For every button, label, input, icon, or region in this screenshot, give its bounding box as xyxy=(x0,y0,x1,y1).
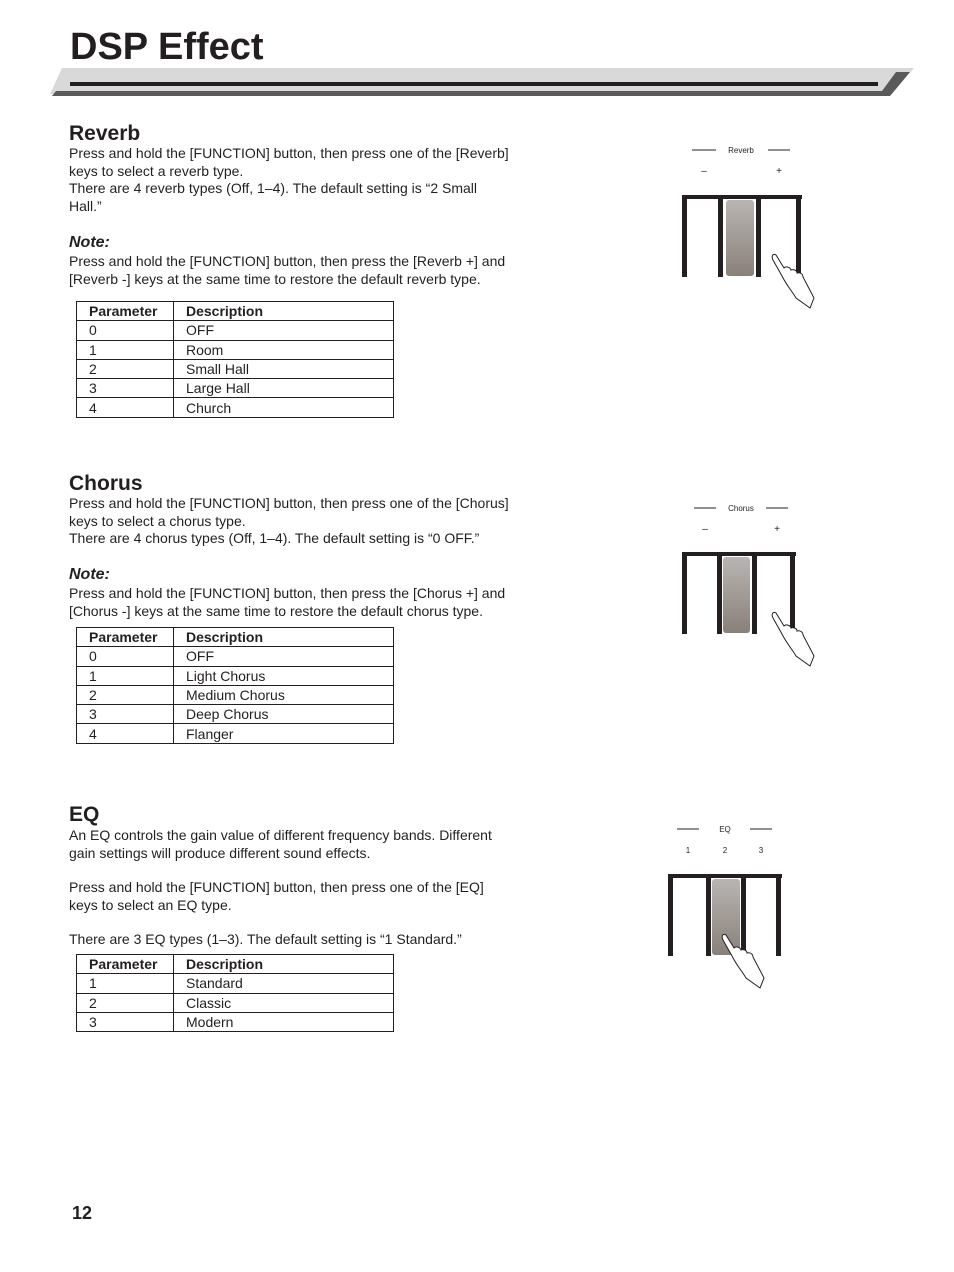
table-cell: Deep Chorus xyxy=(174,705,394,724)
table-cell: 3 xyxy=(77,379,174,398)
eq-diagram-label: EQ xyxy=(719,825,731,834)
eq-para-3: There are 3 EQ types (1–3). The default setting is “1 Standard.” xyxy=(69,931,462,947)
table-row xyxy=(77,379,394,398)
piano-keys-icon xyxy=(682,195,802,277)
eq-key-1-label: 1 xyxy=(685,846,691,855)
reverb-minus-sign: – xyxy=(701,166,707,177)
table-cell: 2 xyxy=(77,685,174,704)
table-row xyxy=(77,685,394,704)
chorus-note-text: Press and hold the [FUNCTION] button, then press the [Chorus +] and [Chorus -] keys at the same time to restore the default chorus type. xyxy=(69,585,506,619)
reverb-diagram-label: Reverb xyxy=(728,146,754,155)
table-row xyxy=(77,321,394,340)
table-cell: 2 xyxy=(77,359,174,378)
table-header-cell: Parameter xyxy=(77,302,174,321)
table-row xyxy=(77,666,394,685)
table-row xyxy=(77,340,394,359)
table-header-cell: Description xyxy=(174,628,394,647)
reverb-para-1: Press and hold the [FUNCTION] button, then press one of the [Reverb] keys to select a reverb type. xyxy=(69,145,509,179)
table-cell: 4 xyxy=(77,398,174,417)
reverb-plus-sign: + xyxy=(776,166,782,177)
page-number: 12 xyxy=(72,1203,93,1223)
reverb-title: Reverb xyxy=(69,122,141,145)
reverb-parameter-table xyxy=(76,301,394,418)
table-row xyxy=(77,359,394,378)
table-cell: 0 xyxy=(77,321,174,340)
table-cell: OFF xyxy=(174,321,394,340)
table-cell: 1 xyxy=(77,340,174,359)
reverb-para-2: There are 4 reverb types (Off, 1–4). The default setting is “2 Small Hall.” xyxy=(69,180,478,214)
table-row xyxy=(77,647,394,666)
table-cell: 0 xyxy=(77,647,174,666)
table-cell: Medium Chorus xyxy=(174,685,394,704)
table-row xyxy=(77,993,394,1012)
eq-para-2: Press and hold the [FUNCTION] button, then press one of the [EQ] keys to select an EQ type. xyxy=(69,879,484,913)
chorus-plus-sign: + xyxy=(774,524,780,535)
table-row xyxy=(77,724,394,743)
table-cell: 1 xyxy=(77,974,174,993)
table-header-cell: Description xyxy=(174,302,394,321)
eq-key-diagram xyxy=(666,818,816,993)
eq-title: EQ xyxy=(69,803,100,826)
table-cell: Room xyxy=(174,340,394,359)
chorus-para-2: There are 4 chorus types (Off, 1–4). The default setting is “0 OFF.” xyxy=(69,530,480,546)
table-cell: Standard xyxy=(174,974,394,993)
pointing-hand-icon xyxy=(772,254,814,308)
table-cell: 1 xyxy=(77,666,174,685)
page-title: DSP Effect xyxy=(70,26,264,68)
table-cell: Small Hall xyxy=(174,359,394,378)
reverb-note-text: Press and hold the [FUNCTION] button, then press the [Reverb +] and [Reverb -] keys at the same time to restore the default reverb type. xyxy=(69,253,506,287)
eq-key-2-label: 2 xyxy=(722,846,728,855)
table-header-row xyxy=(77,628,394,647)
chorus-diagram-label: Chorus xyxy=(728,504,754,513)
header-band xyxy=(50,68,914,98)
chorus-note-title: Note: xyxy=(69,566,110,583)
table-cell: 3 xyxy=(77,1012,174,1031)
table-cell: 2 xyxy=(77,993,174,1012)
table-cell: Large Hall xyxy=(174,379,394,398)
table-header-cell: Parameter xyxy=(77,955,174,974)
eq-para-1: An EQ controls the gain value of different frequency bands. Different gain settings will produce different sound effects. xyxy=(69,827,492,861)
chorus-title: Chorus xyxy=(69,472,143,495)
table-row xyxy=(77,398,394,417)
table-cell: Flanger xyxy=(174,724,394,743)
table-cell: Light Chorus xyxy=(174,666,394,685)
table-cell: 3 xyxy=(77,705,174,724)
table-header-row xyxy=(77,955,394,974)
eq-parameter-table xyxy=(76,954,394,1032)
chorus-parameter-table xyxy=(76,627,394,744)
table-header-row xyxy=(77,302,394,321)
eq-key-3-label: 3 xyxy=(758,846,764,855)
chorus-minus-sign: – xyxy=(702,524,708,535)
table-cell: Classic xyxy=(174,993,394,1012)
table-row xyxy=(77,974,394,993)
table-cell: 4 xyxy=(77,724,174,743)
table-header-cell: Parameter xyxy=(77,628,174,647)
table-header-cell: Description xyxy=(174,955,394,974)
table-row xyxy=(77,1012,394,1031)
table-cell: Modern xyxy=(174,1012,394,1031)
table-cell: Church xyxy=(174,398,394,417)
reverb-key-diagram xyxy=(680,140,830,315)
chorus-key-diagram xyxy=(680,498,830,673)
reverb-note-title: Note: xyxy=(69,234,110,251)
table-row xyxy=(77,705,394,724)
table-cell: OFF xyxy=(174,647,394,666)
chorus-para-1: Press and hold the [FUNCTION] button, then press one of the [Chorus] keys to select a chorus type. xyxy=(69,495,509,529)
